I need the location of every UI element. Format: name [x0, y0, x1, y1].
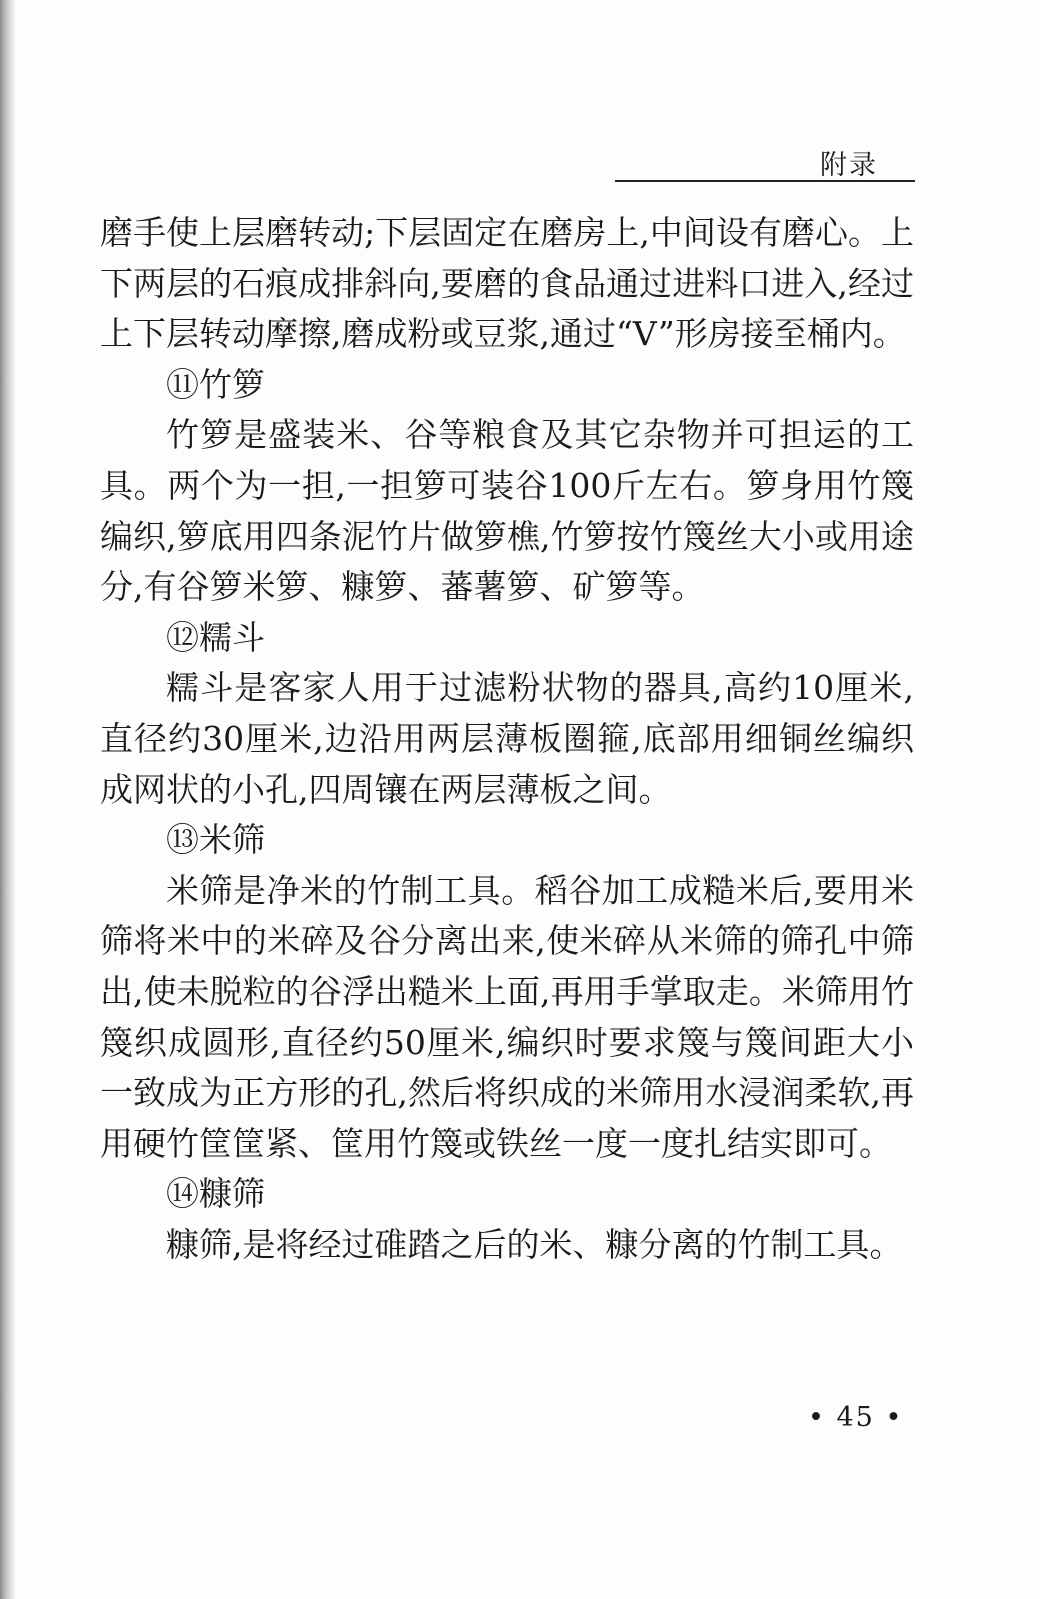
section-heading-kang-shai: ⑭糠筛 [166, 1174, 265, 1214]
running-head: 附录 [820, 150, 878, 181]
section-heading-zhu-luo: ⑪竹箩 [166, 364, 265, 404]
paragraph-zhu-luo: 竹箩是盛装米、谷等粮食及其它杂物并可担运的工具。两个为一担,一担箩可装谷100斤左右。箩身用竹篾编织,箩底用四条泥竹片做箩樵,竹箩按竹篾丝大小或用途分,有谷箩米箩、糠箩、蕃薯箩、矿箩等。 [100, 415, 914, 607]
page-binding-shadow [0, 0, 16, 1599]
paragraph-continuation: 磨手使上层磨转动;下层固定在磨房上,中间设有磨心。上下两层的石痕成排斜向,要磨的食品通过进料口进入,经过上下层转动摩擦,磨成粉或豆浆,通过“V”形房接至桶内。 [100, 213, 914, 354]
header-rule [615, 180, 915, 182]
paragraph-kang-shai: 糠筛,是将经过碓踏之后的米、糠分离的竹制工具。 [166, 1224, 903, 1264]
page-number: • 45 • [808, 1402, 904, 1433]
paragraph-nuo-dou: 糯斗是客家人用于过滤粉状物的器具,高约10厘米,直径约30厘米,边沿用两层薄板圈箍,底部用细铜丝编织成网状的小孔,四周镶在两层薄板之间。 [100, 668, 914, 809]
paragraph-mi-shai: 米筛是净米的竹制工具。稻谷加工成糙米后,要用米筛将米中的米碎及谷分离出来,使米碎从米筛的筛孔中筛出,使未脱粒的谷浮出糙米上面,再用手掌取走。米筛用竹篾织成圆形,直径约50厘米,编织时要求篾与篾间距大小一致成为正方形的孔,然后将织成的米筛用水浸润柔软,再用硬竹筐筐紧、筐用竹篾或铁丝一度一度扎结实即可。 [100, 870, 914, 1163]
body-text [100, 208, 914, 1270]
section-heading-nuo-dou: ⑫糯斗 [166, 617, 265, 657]
section-heading-mi-shai: ⑬米筛 [166, 820, 265, 860]
